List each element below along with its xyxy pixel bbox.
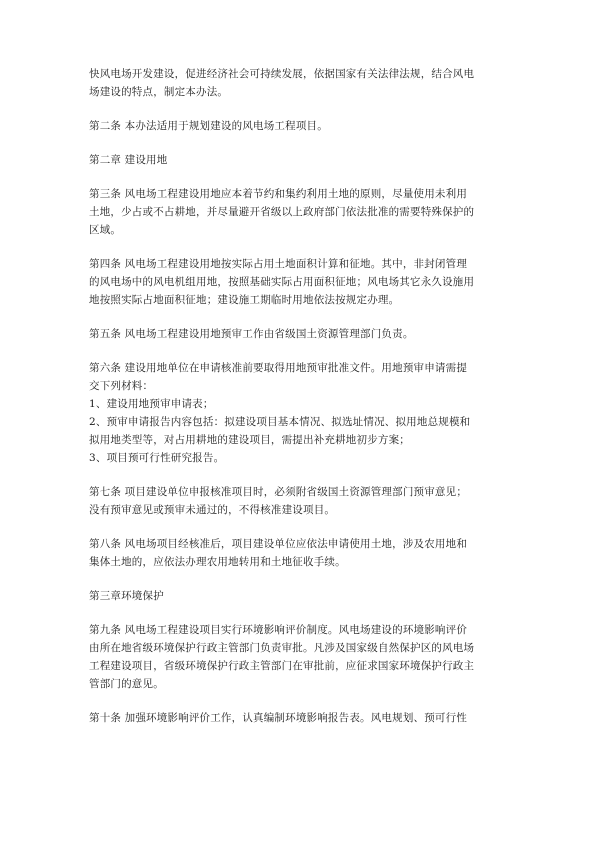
text-line: 土地，少占或不占耕地，并尽量避开省级以上政府部门依法批准的需要特殊保护的 — [89, 206, 475, 218]
text-line: 区域。 — [89, 224, 122, 236]
paragraph — [89, 587, 509, 605]
paragraph — [89, 185, 509, 239]
text-line: 地按照实际占地面积征地；建设施工期临时用地依法按规定办理。 — [89, 294, 400, 306]
text-line: 第九条 风电场工程建设项目实行环境影响评价制度。风电场建设的环境影响评价 — [89, 624, 468, 636]
paragraph — [89, 359, 509, 467]
text-line: 工程建设项目，省级环境保护行政主管部门在审批前，应征求国家环境保护行政主 — [89, 660, 475, 672]
text-line: 第六条 建设用地单位在申请核准前要取得用地预审批准文件。用地预审申请需提 — [89, 362, 468, 374]
paragraph — [89, 255, 509, 309]
paragraph — [89, 709, 509, 727]
text-line: 第十条 加强环境影响评价工作，认真编制环境影响报告表。风电规划、预可行性 — [89, 712, 468, 724]
text-line: 第二章 建设用地 — [89, 154, 168, 166]
text-line: 拟用地类型等，对占用耕地的建设项目，需提出补充耕地初步方案； — [89, 434, 410, 446]
paragraph — [89, 621, 509, 693]
document-body — [89, 65, 509, 743]
text-line: 第八条 风电场项目经核准后，项目建设单位应依法申请使用土地，涉及农用地和 — [89, 538, 468, 550]
text-line: 管部门的意见。 — [89, 678, 164, 690]
text-line: 第五条 风电场工程建设用地预审工作由省级国土资源管理部门负责。 — [89, 328, 414, 340]
text-line: 的风电场中的风电机组用地，按照基础实际占用面积征地；风电场其它永久设施用 — [89, 276, 475, 288]
paragraph — [89, 117, 509, 135]
text-line: 3、项目预可行性研究报告。 — [89, 452, 225, 464]
text-line: 第三条 风电场工程建设用地应本着节约和集约利用土地的原则，尽量使用未利用 — [89, 188, 468, 200]
paragraph — [89, 65, 509, 101]
text-line: 交下列材料： — [89, 380, 154, 392]
text-line: 集体土地的，应依法办理农用地转用和土地征收手续。 — [89, 556, 346, 568]
text-line: 2、预审申请报告内容包括：拟建设项目基本情况、拟选址情况、拟用地总规模和 — [89, 416, 471, 428]
text-line: 由所在地省级环境保护行政主管部门负责审批。凡涉及国家级自然保护区的风电场 — [89, 642, 475, 654]
text-line: 第七条 项目建设单位申报核准项目时，必须附省级国土资源管理部门预审意见； — [89, 486, 468, 498]
paragraph — [89, 151, 509, 169]
paragraph — [89, 535, 509, 571]
paragraph — [89, 325, 509, 343]
text-line: 场建设的特点，制定本办法。 — [89, 86, 229, 98]
text-line: 快风电场开发建设，促进经济社会可持续发展，依据国家有关法律法规，结合风电 — [89, 68, 475, 80]
paragraph — [89, 483, 509, 519]
text-line: 第四条 风电场工程建设用地按实际占用土地面积计算和征地。其中，非封闭管理 — [89, 258, 468, 270]
text-line: 1、建设用地预审申请表； — [89, 398, 214, 410]
text-line: 没有预审意见或预审未通过的，不得核准建设项目。 — [89, 504, 336, 516]
text-line: 第三章环境保护 — [89, 590, 164, 602]
text-line: 第二条 本办法适用于规划建设的风电场工程项目。 — [89, 120, 328, 132]
